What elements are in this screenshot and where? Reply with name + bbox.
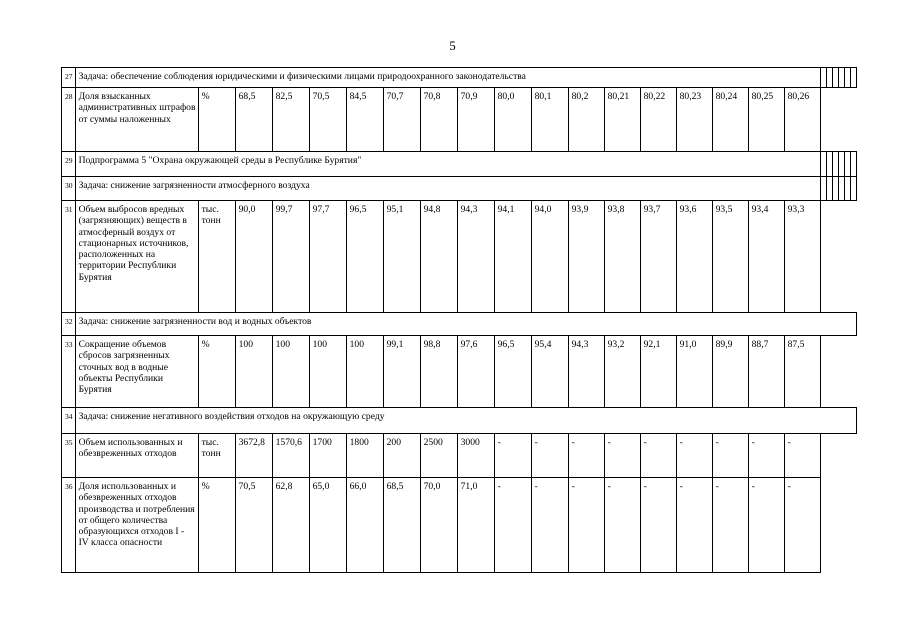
row-number: 33 [62, 336, 76, 408]
indicator-value: 96,5 [494, 336, 531, 408]
section-title: Подпрограмма 5 "Охрана окружающей среды в Республике Бурятия" [75, 152, 820, 177]
indicator-value: 94,8 [420, 201, 457, 313]
indicator-value: - [568, 478, 604, 573]
indicator-value: 98,8 [420, 336, 457, 408]
indicator-value: 80,23 [676, 88, 712, 152]
indicator-value: 93,3 [784, 201, 820, 313]
indicator-value: 93,4 [748, 201, 784, 313]
indicator-value: - [604, 434, 640, 478]
indicator-name: Доля использованных и обезвреженных отходов производства и потребления от общего количества образующихся отходов I - IV класса опасности [75, 478, 198, 573]
indicator-value: 84,5 [346, 88, 383, 152]
indicator-value: 80,26 [784, 88, 820, 152]
section-row [62, 68, 857, 88]
indicator-value: 70,8 [420, 88, 457, 152]
indicator-value: 93,9 [568, 201, 604, 313]
indicator-value: 3672,8 [235, 434, 272, 478]
indicator-value: 96,5 [346, 201, 383, 313]
indicator-value: 80,21 [604, 88, 640, 152]
empty-cell [850, 177, 856, 201]
indicator-value: 100 [309, 336, 346, 408]
indicator-unit: тыс. тонн [198, 434, 235, 478]
page-number: 5 [449, 38, 456, 53]
indicator-value: - [784, 478, 820, 573]
indicator-unit: % [198, 478, 235, 573]
indicator-value: 100 [235, 336, 272, 408]
indicator-value: 1570,6 [272, 434, 309, 478]
indicator-value: 93,8 [604, 201, 640, 313]
indicator-value: - [748, 434, 784, 478]
indicator-value: 99,7 [272, 201, 309, 313]
indicator-value: 93,6 [676, 201, 712, 313]
row-number: 36 [62, 478, 76, 573]
section-row [62, 177, 857, 201]
indicator-name: Доля взысканных административных штрафов от суммы наложенных [75, 88, 198, 152]
indicator-value: 97,7 [309, 201, 346, 313]
indicator-value: 82,5 [272, 88, 309, 152]
indicator-value: 94,0 [531, 201, 568, 313]
indicator-value: 90,0 [235, 201, 272, 313]
row-number: 35 [62, 434, 76, 478]
section-title: Задача: снижение загрязненности вод и водных объектов [75, 313, 856, 336]
indicator-value: 92,1 [640, 336, 676, 408]
row-number: 34 [62, 408, 76, 434]
indicator-value: 94,3 [568, 336, 604, 408]
indicator-value: 66,0 [346, 478, 383, 573]
indicator-name: Объем выбросов вредных (загрязняющих) веществ в атмосферный воздух от стационарных источников, расположенных на территории Республики Бурятия [75, 201, 198, 313]
indicator-value: 87,5 [784, 336, 820, 408]
indicator-value: - [568, 434, 604, 478]
indicator-row [62, 336, 857, 408]
indicator-unit: % [198, 88, 235, 152]
indicator-value: 1700 [309, 434, 346, 478]
indicator-value: - [748, 478, 784, 573]
indicator-value: - [712, 434, 748, 478]
section-row [62, 313, 857, 336]
indicator-value: - [676, 434, 712, 478]
indicator-value: 93,7 [640, 201, 676, 313]
indicator-value: 71,0 [457, 478, 494, 573]
indicator-value: 93,5 [712, 201, 748, 313]
indicator-row [62, 434, 857, 478]
indicator-value: 99,1 [383, 336, 420, 408]
indicator-value: 1800 [346, 434, 383, 478]
section-title: Задача: снижение загрязненности атмосферного воздуха [75, 177, 820, 201]
indicator-value: 70,0 [420, 478, 457, 573]
indicator-value: 70,7 [383, 88, 420, 152]
row-number: 29 [62, 152, 76, 177]
indicator-value: 80,2 [568, 88, 604, 152]
indicator-value: 95,4 [531, 336, 568, 408]
indicator-unit: тыс. тонн [198, 201, 235, 313]
indicator-value: 94,1 [494, 201, 531, 313]
row-number: 30 [62, 177, 76, 201]
row-number: 28 [62, 88, 76, 152]
indicator-value: - [640, 434, 676, 478]
indicator-value: 97,6 [457, 336, 494, 408]
section-title: Задача: снижение негативного воздействия отходов на окружающую среду [75, 408, 856, 434]
indicator-value: 80,22 [640, 88, 676, 152]
indicator-value: - [640, 478, 676, 573]
section-row [62, 408, 857, 434]
indicator-value: - [531, 434, 568, 478]
indicator-value: 68,5 [235, 88, 272, 152]
indicator-value: 2500 [420, 434, 457, 478]
indicator-value: - [494, 478, 531, 573]
indicator-value: 93,2 [604, 336, 640, 408]
indicator-name: Сокращение объемов сбросов загрязненных сточных вод в водные объекты Республики Бурятия [75, 336, 198, 408]
indicator-value: 91,0 [676, 336, 712, 408]
indicator-value: 80,25 [748, 88, 784, 152]
indicator-value: 89,9 [712, 336, 748, 408]
section-title: Задача: обеспечение соблюдения юридическими и физическими лицами природоохранного законодательства [75, 68, 820, 88]
empty-cell [850, 152, 856, 177]
row-number: 31 [62, 201, 76, 313]
row-number: 32 [62, 313, 76, 336]
indicator-row [62, 478, 857, 573]
indicator-value: 95,1 [383, 201, 420, 313]
indicator-value: 68,5 [383, 478, 420, 573]
indicator-row [62, 201, 857, 313]
indicator-value: 80,1 [531, 88, 568, 152]
indicator-value: 80,0 [494, 88, 531, 152]
indicator-value: 3000 [457, 434, 494, 478]
indicator-value: 200 [383, 434, 420, 478]
indicator-value: 80,24 [712, 88, 748, 152]
indicators-table [61, 67, 857, 573]
indicator-value: 65,0 [309, 478, 346, 573]
indicator-value: - [784, 434, 820, 478]
indicator-value: - [676, 478, 712, 573]
indicator-value: - [531, 478, 568, 573]
section-row [62, 152, 857, 177]
indicator-row [62, 88, 857, 152]
indicator-value: 100 [346, 336, 383, 408]
indicator-value: 70,5 [235, 478, 272, 573]
indicator-unit: % [198, 336, 235, 408]
indicator-value: - [494, 434, 531, 478]
indicator-value: 94,3 [457, 201, 494, 313]
indicator-value: - [712, 478, 748, 573]
indicator-value: 62,8 [272, 478, 309, 573]
indicator-value: 70,5 [309, 88, 346, 152]
indicator-value: - [604, 478, 640, 573]
row-number: 27 [62, 68, 76, 88]
indicator-value: 70,9 [457, 88, 494, 152]
empty-cell [850, 68, 856, 88]
indicator-name: Объем использованных и обезвреженных отходов [75, 434, 198, 478]
indicator-value: 100 [272, 336, 309, 408]
indicator-value: 88,7 [748, 336, 784, 408]
